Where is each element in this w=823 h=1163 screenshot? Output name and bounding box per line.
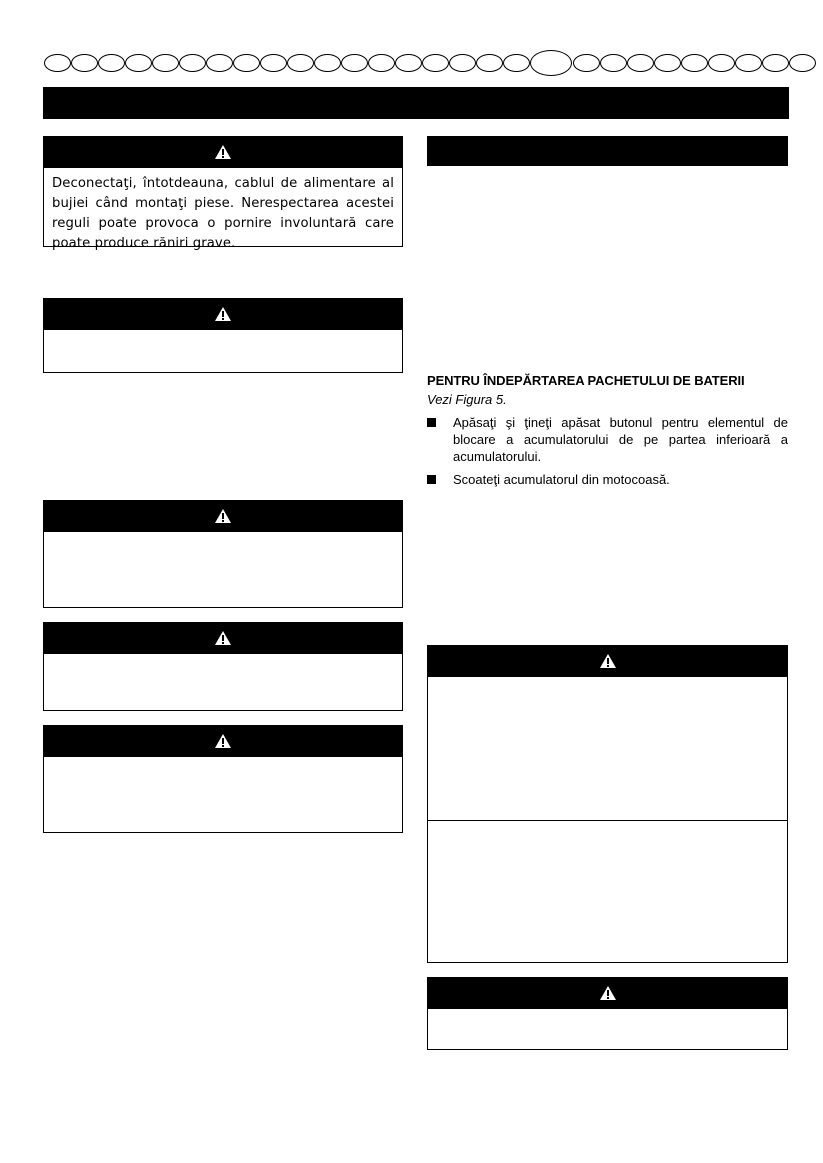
warning-box-7 [427,977,788,1050]
removal-steps [427,414,788,494]
warning-triangle-icon [600,654,616,668]
language-oval [627,54,654,72]
language-oval [422,54,449,72]
warning-box-2 [43,298,403,373]
bullet-square-icon [427,475,436,484]
warning-header [44,501,402,532]
language-oval [789,54,816,72]
language-oval [260,54,287,72]
language-oval [503,54,530,72]
language-oval [44,54,71,72]
language-oval [708,54,735,72]
warning-box-1 [43,136,403,251]
list-item-text: Apăsaţi şi ţineţi apăsat butonul pentru elementul de blocare a acumulatorului de pe partea inferioară a acumulatorului. [453,415,788,464]
warning-header [428,978,787,1009]
language-oval [476,54,503,72]
figure-reference: Vezi Figura 5. [427,392,507,407]
warning-box-5 [43,725,403,833]
bullet-square-icon [427,418,436,427]
language-oval [71,54,98,72]
warning-box-4 [43,622,403,711]
list-item-text: Scoateţi acumulatorul din motocoasă. [453,472,670,487]
language-oval [314,54,341,72]
language-oval [206,54,233,72]
language-oval [573,54,600,72]
warning-header [44,623,402,654]
language-oval [152,54,179,72]
removal-heading: PENTRU ÎNDEPĂRTAREA PACHETULUI DE BATERII [427,373,745,388]
language-oval [287,54,314,72]
warning-header [44,726,402,757]
warning-divider [428,820,787,821]
warning-triangle-icon [215,631,231,645]
language-oval [762,54,789,72]
warning-triangle-icon [215,509,231,523]
language-oval [600,54,627,72]
page-title-bar [43,87,789,119]
warning-box-6 [427,645,788,963]
warning-triangle-icon [600,986,616,1000]
language-oval [395,54,422,72]
warning-header [428,646,787,677]
list-item [427,471,788,488]
warning-text: Deconectaţi, întotdeauna, cablul de alimentare al bujiei când montaţi piese. Nerespectarea acestei reguli poate provoca o pornire involuntară care poate produce răniri grave. [52,176,394,251]
language-oval-active [530,50,572,76]
warning-triangle-icon [215,145,231,159]
language-oval [125,54,152,72]
warning-triangle-icon [215,734,231,748]
language-oval [449,54,476,72]
language-oval [681,54,708,72]
warning-header [44,137,402,168]
language-oval [368,54,395,72]
list-item [427,414,788,465]
language-oval [735,54,762,72]
section-heading-bar [427,136,788,166]
language-oval [341,54,368,72]
language-oval [98,54,125,72]
language-oval [233,54,260,72]
warning-header [44,299,402,330]
warning-triangle-icon [215,307,231,321]
language-oval [179,54,206,72]
warning-box-3 [43,500,403,608]
language-oval [654,54,681,72]
